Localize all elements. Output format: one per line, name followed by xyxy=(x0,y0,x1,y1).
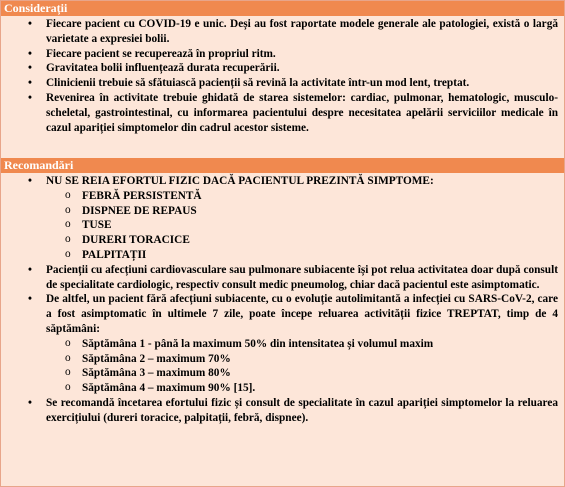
recommendation-item: • Se recomandă încetarea efortului fizic și consult de specialitate în cazul apariției simptomelor la reluarea exercițiului (dureri toracice, palpitații, febră, dispnee). xyxy=(1,396,564,426)
week-item: o Săptămâna 4 – maximum 90% [15]. xyxy=(46,381,558,396)
consideration-item: • Fiecare pacient se recuperează în propriul ritm. xyxy=(1,47,564,62)
section-header-considerations: Considerații xyxy=(1,1,564,16)
considerations-list xyxy=(1,17,564,135)
consideration-item: • Revenirea în activitate trebuie ghidată de starea sistemelor: cardiac, pulmonar, hematologic, musculo-scheletal, gastrointestinal, cu informarea pacientului despre necesitatea apelării serviciilor medicale în cazul apariției simptomelor din cadrul acestor sisteme. xyxy=(1,91,564,135)
consideration-item: • Gravitatea bolii influențează durata recuperării. xyxy=(1,61,564,76)
symptom-item: o DISPNEE DE REPAUS xyxy=(46,204,558,219)
symptom-item: o FEBRĂ PERSISTENTĂ xyxy=(46,189,558,204)
symptom-item: o PALPITAȚII xyxy=(46,248,558,263)
week-item: o Săptămâna 1 - până la maximum 50% din intensitatea și volumul maxim xyxy=(46,337,558,352)
symptom-item: o DURERI TORACICE xyxy=(46,233,558,248)
considerations-section xyxy=(1,17,564,135)
recommendation-item xyxy=(1,174,564,263)
recommendation-item xyxy=(1,292,564,396)
recommendation-item: • Pacienții cu afecțiuni cardiovasculare sau pulmonare subiacente își pot relua activitatea doar după consult de specialitate cardiologic, respectiv consult medic pneumolog, chiar dacă pacientul este asimptomatic. xyxy=(1,263,564,293)
symptoms-list xyxy=(46,189,558,263)
symptom-item: o TUSE xyxy=(46,218,558,233)
week-item: o Săptămâna 2 – maximum 70% xyxy=(46,352,558,367)
section-header-recommendations: Recomandări xyxy=(1,158,564,173)
consideration-item: • Fiecare pacient cu COVID-19 e unic. Deși au fost raportate modele generale ale patologiei, există o largă varietate a expresiei bolii. xyxy=(1,17,564,47)
gradual-return-text: • De altfel, un pacient fără afecțiuni subiacente, cu o evoluție autolimitantă a infecției cu SARS-CoV-2, care a fost asimptomatic în ultimele 7 zile, poate începe reluarea activității fizice TREPTAT, timp de 4 săptămâni: xyxy=(46,293,558,335)
consideration-item: • Clinicienii trebuie să sfătuiască pacienții să revină la activitate într-un mod lent, treptat. xyxy=(1,76,564,91)
week-item: o Săptămâna 3 – maximum 80% xyxy=(46,366,558,381)
weeks-list xyxy=(46,337,558,396)
recommendations-list xyxy=(1,174,564,426)
recommendations-section xyxy=(1,174,564,426)
no-exercise-warning: • NU SE REIA EFORTUL FIZIC DACĂ PACIENTUL PREZINTĂ SIMPTOME: xyxy=(46,175,434,187)
